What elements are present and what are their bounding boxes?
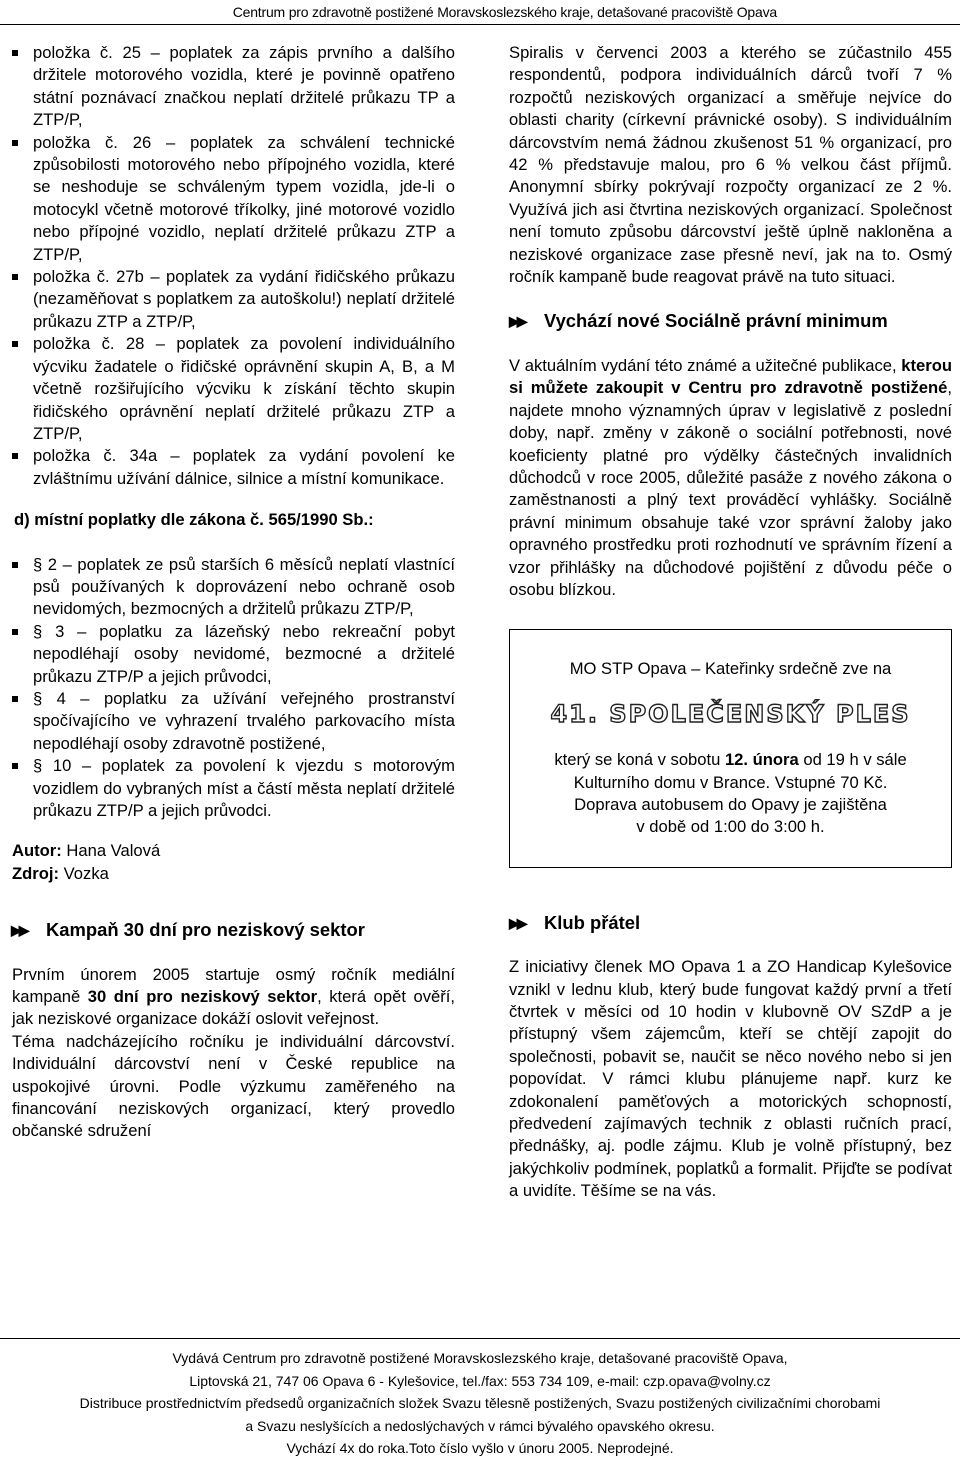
- footer-line-2: Liptovská 21, 747 06 Opava 6 - Kylešovice, tel./fax: 553 734 109, e-mail: czp.opava@volny.cz: [189, 1372, 771, 1389]
- list-item: § 4 – poplatku za užívání veřejného prostranství spočívajícího ve vyhrazení trvalého parkovacího místa nepodléhají osoby zdravotně postižené,: [33, 688, 455, 755]
- list-item: položka č. 25 – poplatek za zápis prvního a dalšího držitele motorového vozidla, které je povinně opatřeno státní poznávací značkou neplatí držitelé průkazu TP a ZTP/P,: [33, 42, 455, 132]
- bullet-icon: [12, 453, 18, 459]
- list-item: § 3 – poplatku za lázeňský nebo rekreační pobyt nepodléhají osoby nevidomé, bezmocné a držitelé průkazu ZTP/P a jejich průvodci,: [33, 621, 455, 688]
- campaign-paragraph-2: Téma nadcházejícího ročníku je individuální dárcovství. Individuální dárcovství není v České republice na uspokojivé úrovni. Podle výzkumu zaměřeného na financování neziskových organizací, který provedlo občanské sdružení: [12, 1031, 455, 1141]
- author-value: Hana Valová: [66, 841, 161, 861]
- local-fees-heading: d) místní poplatky dle zákona č. 565/1990 Sb.:: [14, 510, 374, 530]
- bullet-icon: [12, 50, 18, 56]
- source-value: Vozka: [63, 863, 109, 883]
- footer-line-3: Distribuce prostřednictvím předsedů organizačních složek Svazu tělesně postižených, Svazu postižených civilizačními chorobami: [79, 1395, 881, 1411]
- invitation-line-2: který se koná v sobotu 12. února od 19 h v sále: [554, 750, 907, 770]
- campaign-heading: [11, 919, 455, 941]
- campaign-continued-paragraph: Spiralis v červenci 2003 a kterého se zúčastnilo 455 respondentů, podpora individuálních dárců tvoří 7 % rozpočtů neziskových organizací a směřuje nejvíce do oblasti charity (církevní právnické osoby). S individuálním dárcovstvím nemá žádnou zkušenost 51 % organizací, pro 42 % představuje malou, pro 6 % velkou část příjmů. Anonymní sbírky pokrývají rozpočty organizací ze 2 %. Využívá jich asi čtvrtina neziskových organizací. Společnost není tomuto způsobu dárcovství ještě úplně nakloněna a neziskové organizace zase přesně neví, jak na to. Osmý ročník kampaně bude reagovat právě na tuto situaci.: [509, 43, 952, 287]
- bullet-icon: [12, 562, 18, 568]
- footer-line-5: Vychází 4x do roka.Toto číslo vyšlo v únoru 2005. Neprodejné.: [286, 1440, 674, 1456]
- fee-list-items: [33, 42, 455, 490]
- left-column: [11, 42, 455, 1143]
- footer-line-1: Vydává Centrum pro zdravotně postižené Moravskoslezského kraje, detašované pracoviště Opava,: [172, 1350, 788, 1366]
- author-block: [12, 840, 455, 885]
- publisher-footer: [0, 1338, 960, 1460]
- footer-email-link[interactable]: opava@volny.cz: [668, 1372, 771, 1389]
- social-minimum-paragraph: V aktuálním vydání této známé a užitečné publikace, kterou si můžete zakoupit v Centru pro zdravotně postižené, najdete mnoho významných úprav v legislativě z poslední doby, např. změny v zákoně o sociální potřebnosti, nové koeficienty platné pro výdělky částečných invalidních důchodců v roce 2005, důležité pasáže z nového zákona o zaměstnanosti a plný text prováděcí vyhlášky. Sociálně právní minimum obsahuje také vzor správní žaloby jako opravného prostředku proti rozhodnutí ve správním řízení a vzor přihlášky na důchodové pojištění z důvodu péče o osobu blízkou.: [509, 355, 952, 599]
- club-title: Klub přátel: [544, 911, 641, 933]
- invitation-line-4: Doprava autobusem do Opavy je zajištěna: [574, 794, 887, 814]
- ball-title: 41. SPOLEČENSKÝ PLES: [550, 699, 911, 728]
- double-arrow-icon: ▶▶: [509, 914, 525, 931]
- social-minimum-title: Vychází nové Sociálně právní minimum: [544, 310, 888, 332]
- double-arrow-icon: ▶▶: [509, 313, 525, 330]
- author-label: Autor:: [12, 841, 62, 861]
- club-heading: [509, 911, 952, 934]
- bullet-icon: [12, 629, 18, 635]
- list-item: položka č. 27b – poplatek za vydání řidičského průkazu (nezaměňovat s poplatkem za autoškolu!) neplatí držitelé průkazu ZTP a ZTP/P,: [33, 266, 455, 333]
- local-fees-list: [33, 554, 455, 823]
- bullet-icon: [12, 341, 18, 347]
- social-minimum-heading: [509, 310, 952, 332]
- invitation-line-3: Kulturního domu v Brance. Vstupné 70 Kč.: [573, 772, 888, 792]
- source-label: Zdroj:: [12, 863, 60, 883]
- ball-invitation-box: [509, 629, 952, 867]
- invitation-line-1: MO STP Opava – Kateřinky srdečně zve na: [569, 659, 892, 679]
- bullet-icon: [12, 696, 18, 702]
- bullet-icon: [12, 274, 18, 280]
- campaign-paragraph-1: Prvním únorem 2005 startuje osmý ročník mediální kampaně 30 dní pro neziskový sektor, která opět ověří, jak neziskové organizace dokáží oslovit veřejnost.: [12, 964, 455, 1029]
- list-item: položka č. 34a – poplatek za vydání povolení ke zvláštnímu užívání dálnice, silnice a místní komunikace.: [33, 445, 455, 490]
- campaign-title: Kampaň 30 dní pro neziskový sektor: [46, 919, 365, 941]
- right-column: [509, 42, 952, 1203]
- list-item: § 10 – poplatek za povolení k vjezdu s motorovým vozidlem do vybraných míst a částí města neplatí držitelé průkazu ZTP/P a jejich průvodci.: [33, 755, 455, 822]
- invitation-line-5: v době od 1:00 do 3:00 h.: [636, 817, 825, 837]
- list-item: položka č. 26 – poplatek za schválení technické způsobilosti motorového nebo přípojného vozidla, které se neshoduje se schváleným typem vozidla, jde-li o motocykl včetně motorové tříkolky, jiné motorové vozidlo nebo přípojné vozidlo, neplatí držitelé průkazu ZTP a ZTP/P,: [33, 132, 455, 266]
- bullet-icon: [12, 140, 18, 146]
- footer-line-4: a Svazu neslyšících a nedoslýchavých v rámci bývalého opavského okresu.: [245, 1417, 715, 1434]
- running-header: [0, 0, 960, 25]
- double-arrow-icon: ▶▶: [11, 922, 27, 939]
- club-paragraph: Z iniciativy členek MO Opava 1 a ZO Handicap Kylešovice vznikl v lednu klub, který bude fungovat každý první a třetí čtvrtek v měsíci od 10 hodin v klubovně OV SZdP a je přístupný všem zájemcům, kteří se chtějí zapojit do společnosti, pobavit se, naučit se něco nového nebo si jen popovídat. V rámci klubu plánujeme např. kurz ke zdokonalení paměťových a motorických schopností, předvedení zajímavých technik z oblasti ručních prací, přednášky, aj. podle zájmu. Klub je volně přístupný, bez jakýchkoliv podmínek, poplatků a formalit. Přijďte se podívat a uvidíte. Těšíme se na vás.: [509, 957, 952, 1201]
- running-header-text: Centrum pro zdravotně postižené Moravskoslezského kraje, detašované pracoviště Opava: [232, 4, 777, 20]
- list-item: § 2 – poplatek ze psů starších 6 měsíců neplatí vlastnící psů používaných k doprovázení nebo ochraně osob nevidomých, bezmocných a držitelů průkazu ZTP/P,: [33, 554, 455, 621]
- bullet-icon: [12, 763, 18, 769]
- list-item: položka č. 28 – poplatek za povolení individuálního výcviku žadatele o řidičské oprávnění skupin A, B, a M včetně rozšiřujícího výcviku k získání těchto skupin řidičského oprávnění neplatí držitelé průkazu ZTP a ZTP/P,: [33, 333, 455, 445]
